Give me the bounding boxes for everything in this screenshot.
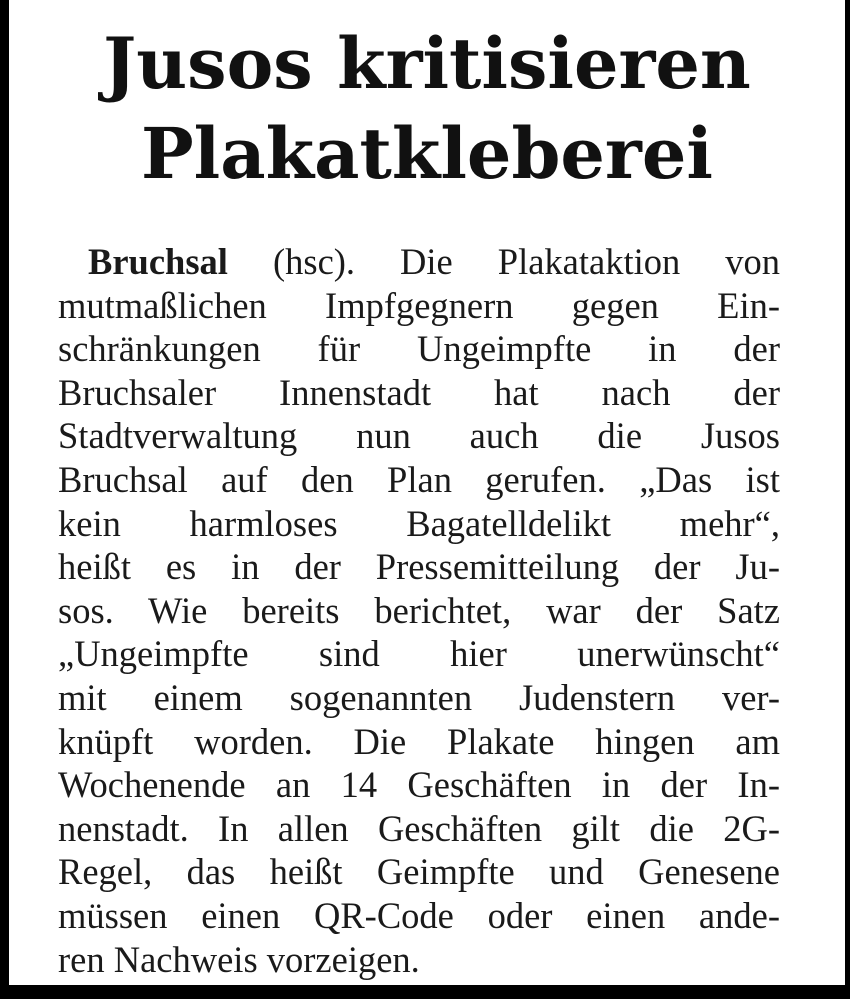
article-line: sos. Wie bereits berichtet, war der Satz: [58, 589, 780, 631]
article-line: mit einem sogenannten Judenstern ver-: [58, 676, 780, 718]
article-body: [58, 240, 780, 981]
article-line: müssen einen QR-Code oder einen ande-: [58, 894, 780, 936]
newspaper-clipping: [9, 0, 845, 985]
headline-line-2: Plakatkleberei: [141, 112, 713, 195]
article-line-1-text: (hsc). Die Plakataktion von: [227, 241, 780, 282]
article-line: Bruchsaler Innenstadt hat nach der: [58, 371, 780, 413]
article-line: schränkungen für Ungeimpfte in der: [58, 328, 780, 370]
dateline: Bruchsal: [88, 241, 228, 282]
article-line: Bruchsal auf den Plan gerufen. „Das ist: [58, 458, 780, 500]
article-line: knüpft worden. Die Plakate hingen am: [58, 720, 780, 762]
article-line: kein harmloses Bagatelldelikt mehr“,: [58, 502, 780, 544]
article-line: Wochenende an 14 Geschäften in der In-: [58, 764, 780, 806]
article-line: Regel, das heißt Geimpfte und Genesene: [58, 851, 780, 893]
article-line: nenstadt. In allen Geschäften gilt die 2G-: [58, 807, 780, 849]
article-line: Stadtverwaltung nun auch die Jusos: [58, 415, 780, 457]
article-line: mutmaßlichen Impfgegnern gegen Ein-: [58, 284, 780, 326]
headline-line-1: Jusos kritisieren: [103, 22, 751, 105]
article-line-1: [58, 240, 780, 284]
article-line: „Ungeimpfte sind hier unerwünscht“: [58, 633, 780, 675]
article-line: heißt es in der Pressemitteilung der Ju-: [58, 546, 780, 588]
article-line-last: ren Nachweis vorzeigen.: [58, 938, 420, 980]
